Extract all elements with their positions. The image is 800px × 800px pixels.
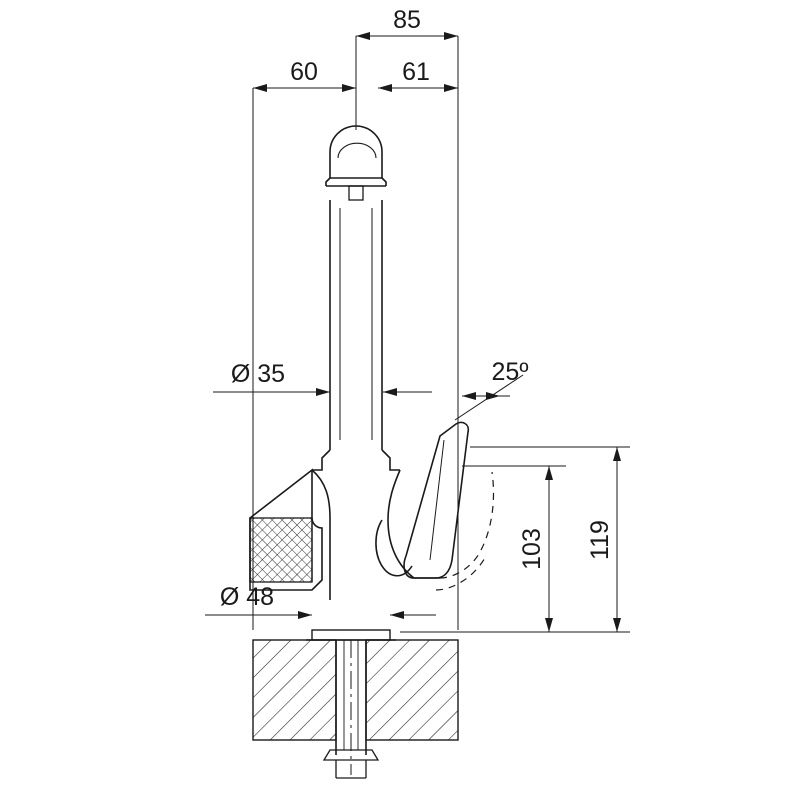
dim-label-overall-reach: 85 [393,6,421,34]
countertop-section [253,640,458,740]
dim-label-spout-right-offset: 61 [402,58,430,86]
dim-height-outer [586,447,621,632]
dim-label-spout-diameter: Ø 35 [230,360,286,388]
dim-label-spout-left-offset: 60 [290,58,318,86]
dim-spout-right-offset [378,58,458,92]
dim-label-height-outer: 119 [586,520,614,560]
dim-handle-angle [455,358,528,420]
dim-overall-reach [356,6,458,40]
dim-spout-left-offset [253,58,356,92]
dim-label-height-inner: 103 [518,528,546,570]
dim-label-base-diameter: Ø 48 [219,583,275,611]
dim-label-handle-angle: 25º [491,358,529,386]
dim-base-diameter [212,583,436,619]
dim-height-inner [518,466,553,632]
